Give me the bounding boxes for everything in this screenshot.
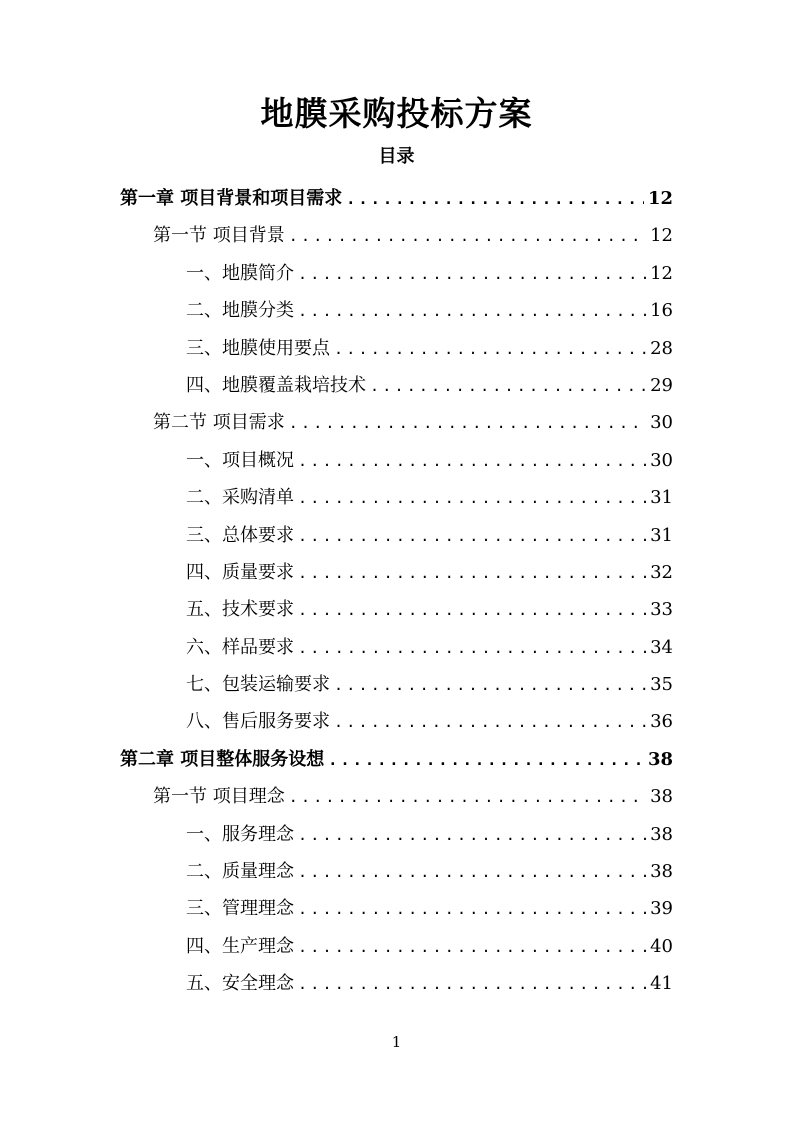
toc-entry-page: 30 (650, 412, 673, 434)
toc-entry-label: 三、地膜使用要点 (186, 337, 330, 359)
toc-entry-page: 39 (650, 898, 673, 920)
toc-dot-leader (334, 704, 646, 741)
toc-entry[interactable] (120, 517, 673, 554)
toc-entry-page: 38 (650, 823, 673, 845)
toc-dot-leader (334, 331, 646, 368)
toc-dot-leader (298, 592, 646, 629)
toc-dot-leader (298, 891, 646, 928)
toc-entry-label: 二、采购清单 (186, 487, 294, 509)
toc-dot-leader (298, 929, 646, 966)
toc-entry-label: 四、地膜覆盖栽培技术 (186, 374, 366, 396)
toc-entry[interactable] (120, 741, 673, 778)
toc-entry-label: 第二章 项目整体服务设想 (120, 748, 325, 770)
toc-entry[interactable] (120, 703, 673, 740)
toc-dot-leader (289, 218, 646, 255)
toc-dot-leader (334, 667, 646, 704)
document-title: 地膜采购投标方案 (260, 94, 533, 133)
toc-entry-label: 二、地膜分类 (186, 300, 294, 322)
toc-dot-leader (298, 630, 646, 667)
toc-entry-page: 38 (647, 748, 673, 770)
toc-dot-leader (298, 555, 646, 592)
toc-entry[interactable] (120, 778, 673, 815)
toc-dot-leader (298, 480, 646, 517)
toc-entry[interactable] (120, 367, 673, 404)
toc-entry-page: 41 (650, 973, 673, 995)
toc-dot-leader (298, 256, 646, 293)
toc-entry[interactable] (120, 554, 673, 591)
toc-entry-page: 28 (650, 337, 673, 359)
toc-entry[interactable] (120, 629, 673, 666)
toc-entry-page: 32 (650, 561, 673, 583)
toc-dot-leader (298, 293, 646, 330)
toc-entry-page: 16 (650, 300, 673, 322)
toc-entry-label: 第一节 项目背景 (153, 225, 285, 247)
toc-entry[interactable] (120, 217, 673, 254)
toc-entry-label: 五、技术要求 (186, 599, 294, 621)
toc-dot-leader (298, 817, 646, 854)
toc-entry-label: 五、安全理念 (186, 973, 294, 995)
toc-entry-page: 34 (650, 636, 673, 658)
toc-entry[interactable] (120, 292, 673, 329)
toc-entry-label: 七、包装运输要求 (186, 674, 330, 696)
toc-entry-page: 31 (650, 524, 673, 546)
toc-entry-label: 第一章 项目背景和项目需求 (120, 188, 343, 209)
toc-entry-label: 一、项目概况 (186, 449, 294, 471)
page-number: 1 (391, 1033, 402, 1051)
toc-entry-label: 二、质量理念 (186, 861, 294, 883)
toc-entry[interactable] (120, 404, 673, 441)
toc-entry-label: 八、售后服务要求 (186, 711, 330, 733)
toc-entry-label: 一、地膜简介 (186, 262, 294, 284)
toc-entry[interactable] (120, 255, 673, 292)
toc-entry-page: 35 (650, 674, 673, 696)
toc-entry[interactable] (120, 853, 673, 890)
toc-entry-page: 30 (650, 449, 673, 471)
toc-dot-leader (298, 966, 646, 1003)
toc-entry[interactable] (120, 479, 673, 516)
toc-entry[interactable] (120, 965, 673, 1002)
toc-entry-page: 29 (650, 374, 673, 396)
toc-dot-leader (346, 181, 644, 218)
toc-heading: 目录 (378, 146, 415, 167)
table-of-contents (120, 180, 673, 1003)
toc-entry-label: 一、服务理念 (186, 823, 294, 845)
toc-dot-leader (298, 443, 646, 480)
toc-dot-leader (289, 405, 646, 442)
toc-entry[interactable] (120, 890, 673, 927)
toc-entry-page: 12 (650, 225, 673, 247)
toc-entry[interactable] (120, 666, 673, 703)
toc-entry-label: 四、质量要求 (186, 561, 294, 583)
toc-entry[interactable] (120, 180, 673, 217)
toc-entry-page: 38 (650, 861, 673, 883)
toc-entry-label: 六、样品要求 (186, 636, 294, 658)
toc-entry[interactable] (120, 591, 673, 628)
toc-entry-label: 第一节 项目理念 (153, 786, 285, 808)
toc-entry-page: 33 (650, 599, 673, 621)
toc-entry-page: 12 (647, 188, 673, 209)
toc-entry-page: 31 (650, 487, 673, 509)
toc-entry[interactable] (120, 816, 673, 853)
toc-dot-leader (370, 368, 646, 405)
toc-entry-page: 36 (650, 711, 673, 733)
toc-dot-leader (289, 779, 646, 816)
toc-entry[interactable] (120, 442, 673, 479)
toc-entry[interactable] (120, 928, 673, 965)
toc-dot-leader (298, 518, 646, 555)
toc-dot-leader (298, 854, 646, 891)
toc-entry[interactable] (120, 330, 673, 367)
toc-entry-page: 12 (650, 262, 673, 284)
toc-entry-label: 三、总体要求 (186, 524, 294, 546)
toc-entry-page: 38 (650, 786, 673, 808)
toc-entry-label: 第二节 项目需求 (153, 412, 285, 434)
toc-entry-page: 40 (650, 935, 673, 957)
toc-entry-label: 三、管理理念 (186, 898, 294, 920)
toc-dot-leader (328, 742, 644, 779)
toc-entry-label: 四、生产理念 (186, 935, 294, 957)
